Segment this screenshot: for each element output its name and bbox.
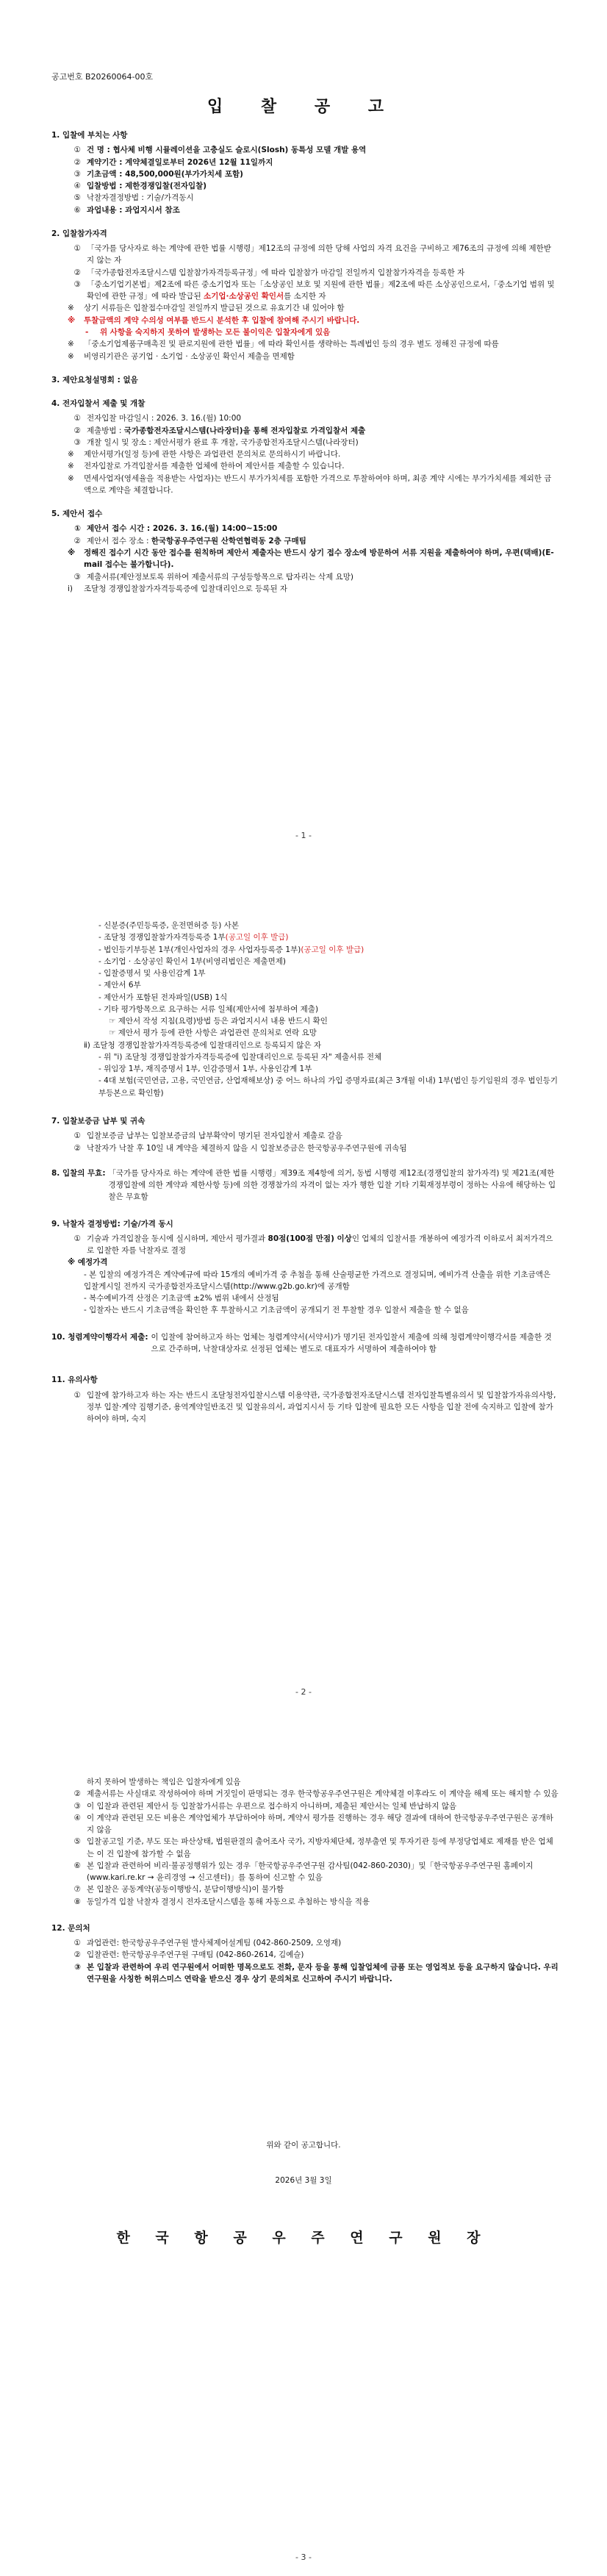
section-11-item: ② 제출서류는 사실대로 작성하여야 하며 거짓일이 판명되는 경우 한국항공우주연구원은 계약체결 이후라도 이 계약을 해제 또는 해지할 수 있음 — [73, 1789, 558, 1799]
document-tip: ☞ 제안서 평가 등에 관한 사항은 과업관련 문의처로 연락 요망 — [109, 1028, 317, 1038]
section-2-note-warning: ※ 투찰금액의 계약 수의성 여부를 반드시 분석한 후 입찰에 참여해 주시기 바랍니다. — [68, 315, 360, 325]
section-4-item: ③ 개찰 일시 및 장소 : 제안서평가 완료 후 개찰, 국가종합전자조달시스템(나라장터) — [73, 437, 359, 447]
page-2-body — [51, 920, 558, 1425]
section-11-item: ⑧ 동일가격 입찰 낙찰자 결정시 전자조달시스템을 통해 자동으로 추첨하는 방식을 적용 — [73, 1897, 370, 1906]
section-11-item: ⑦ 본 입찰은 공동계약(공동이행방식, 분담이행방식)이 불가함 — [73, 1885, 284, 1895]
section-4-note: ※ 면세사업자(영세율을 적용받는 사업자)는 반드시 부가가치세를 포함한 가격으로 투찰하여야 하며, 최종 계약 시에는 부가가치세를 제외한 금액으로 계약을 체결합니다. — [68, 473, 552, 495]
section-10-heading: 10. 청렴계약이행각서 제출: — [51, 1332, 148, 1342]
section-1-list — [51, 144, 558, 216]
page-1 — [0, 0, 607, 856]
required-documents-list — [51, 920, 558, 1099]
page-3-body — [51, 1776, 558, 1985]
section-4-item: ① 전자입찰 마감일시 : 2026. 3. 16.(월) 10:00 — [73, 414, 242, 423]
document-title: 입 찰 공 고 — [207, 97, 400, 116]
section-9-subheading: ※ 예정가격 — [68, 1258, 108, 1267]
page-3 — [0, 1713, 607, 2576]
section-9-item: ① 기술과 가격입찰을 동시에 실시하며, 제안서 평가결과 80점(100점 만점) 이상인 업체의 입찰서를 개봉하여 예정가격 이하로서 최저가격으로 입찰한 자를 낙찰자로 결정 — [73, 1234, 553, 1256]
section-1-item: ② 계약기간 : 계약체결일로부터 2026년 12월 11일까지 — [73, 157, 273, 167]
notice-number: 공고번호 B20260064-00호 — [51, 72, 154, 82]
section-11-item: ③ 이 입찰과 관련된 제안서 등 입찰참가서류는 우편으로 접수하지 아니하며, 제출된 제안서는 일체 반납하지 않음 — [73, 1801, 457, 1811]
document-item: - 위임장 1부, 재직증명서 1부, 인감증명서 1부, 사용인감계 1부 — [98, 1065, 312, 1074]
document-tip: ☞ 제안서 작성 지침(요령)방법 등은 과업지시서 내용 반드시 확인 — [109, 1017, 328, 1026]
section-2-item: ① 「국가를 당사자로 하는 계약에 관한 법률 시행령」제12조의 규정에 의한 당해 사업의 자격 요건을 구비하고 제76조의 규정에 의해 제한받지 않는 자 — [73, 244, 551, 265]
section-5-heading: 5. 제안서 접수 — [51, 509, 103, 519]
section-5-item: ③ 제출서류(제안정보토록 위하여 제출서류의 구성등항목으로 탑자리는 삭제 요망) — [73, 572, 353, 582]
section-5-item: ② 제안서 접수 장소 : 한국항공우주연구원 산학연협력동 2층 구매팀 — [73, 536, 306, 545]
section-2-note: ※ 상기 서류들은 입찰접수마감일 전일까지 발급된 것으로 유효기간 내 있어야 함 — [68, 304, 345, 313]
section-11-item: ⑤ 입찰공고일 기준, 부도 또는 파산상태, 법원판결의 출어조사 국가, 지방자체단체, 정부출연 및 투자기관 등에 부정당업체로 제재를 받은 업체는 이 건 입찰에 참가할 수 없음 — [73, 1837, 553, 1858]
page-1-body — [51, 129, 558, 595]
section-11-item: ④ 이 계약과 관련된 모든 비용은 계약업체가 부담하여야 하며, 계약서 평가를 진행하는 경우 해당 결과에 대하여 한국항공우주연구원은 공개하지 않음 — [73, 1813, 553, 1835]
section-1-item: ⑥ 과업내용 : 과업지시서 참조 — [73, 205, 180, 215]
document-item: - 기타 평가항목으로 요구하는 서류 일체(제안서에 첨부하여 제출) — [98, 1004, 319, 1014]
section-1-heading: 1. 입찰에 부치는 사항 — [51, 131, 128, 140]
document-item: - 제안서가 포함된 전자파일(USB) 1식 — [98, 992, 228, 1002]
issuer-signature: 한 국 항 공 우 주 연 구 원 장 — [116, 2230, 491, 2246]
section-10 — [51, 1331, 558, 1356]
contact-item: ② 입찰관련: 한국항공우주연구원 구매팀 (042-860-2614, 김예슬) — [73, 1950, 304, 1960]
page-number: - 1 - — [295, 831, 312, 840]
section-10-body: 이 입찰에 참여하고자 하는 업체는 청렴계약서(서약서)가 명기된 전자입찰서 제출에 의해 청렴계약이행각서를 제출한 것으로 간주하며, 낙찰대상자로 선정된 업체는 별도로 대표자가 서명하여 제출하여야 함 — [151, 1332, 552, 1353]
section-8 — [51, 1167, 558, 1203]
section-4-item: ② 제출방법 : 국가종합전자조달시스템(나라장터)을 통해 전자입찰로 가격입찰서 제출 — [73, 426, 366, 435]
document-item: - 소기업 · 소상공인 확인서 1부(비영리법인은 제출면제) — [98, 956, 287, 966]
section-5-note: ※ 정해진 접수기 시간 동안 접수를 원칙하며 제안서 제출자는 반드시 상기 접수 장소에 방문하여 서류 지원을 제출하여야 하며, 우편(택배)(E-mail 접수는 불가합니다). — [68, 548, 554, 570]
section-11-continued: 하지 못하여 발생하는 책임은 입찰자에게 있음 — [87, 1778, 241, 1786]
section-4-note: ※ 제안서평가(일정 등)에 관한 사항은 과업관련 문의처로 문의하시기 바랍니다. — [68, 450, 341, 459]
section-7-heading: 7. 입찰보증금 납부 및 귀속 — [51, 1116, 146, 1126]
section-3-heading: 3. 제안요청설명회 : 없음 — [51, 375, 138, 384]
document-item: - 법인등기부등본 1부(개인사업자의 경우 사업자등록증 1부)(공고일 이후 발급) — [98, 945, 364, 954]
document-group-heading: ⅱ) 조달청 경쟁입찰참가자격등록증에 입찰대리인으로 등록되지 않은 자 — [84, 1040, 322, 1050]
section-2-note: ※ 「중소기업제품구매촉진 및 판로지원에 관한 법률」에 따라 확인서를 생략하는 특례법인 등의 경우 별도 정해진 규정에 따름 — [68, 340, 499, 349]
document-item: - 제안서 6부 — [98, 981, 141, 990]
section-11-item: ① 입찰에 참가하고자 하는 자는 반드시 조달청전자입찰시스템 이용약관, 국가종합전자조달시스템 전자입찰특별유의서 및 입찰참가자유의사항, 정부 입찰·계약 집행기준, 용역계약일반조건 및 입찰유의서, 과업지시서 등 기타 입찰에 필요한 모든 사항을 입찰 전에 숙지하고 입찰에 참가하여야 하며, 숙지 — [73, 1390, 556, 1424]
section-11-item: ⑥ 본 입찰과 관련하여 비리·불공정행위가 있는 경우「한국항공우주연구원 감사팀(042-860-2030)」및「한국항공우주연구원 홈페이지(www.kari.re.kr → 윤리경영 → 신고센터)」를 통하여 신고할 수 있음 — [73, 1861, 534, 1883]
section-2-note: ※ 비영리기관은 공기업 · 소기업 · 소상공인 확인서 제출을 면제함 — [68, 351, 295, 361]
document-item: - 신분증(주민등록증, 운전면허증 등) 사본 — [98, 921, 239, 930]
section-9-subitem: - 본 입찰의 예정가격은 계약예규에 따라 15개의 예비가격 중 추첨을 통해 산술평균한 가격으로 결정되며, 예비가격 산출을 위한 기초금액은 입찰게시일 전까지 국가종합전자조달시스템(http://www.g2b.go.kr)에 공개함 — [84, 1270, 551, 1291]
contact-item: ① 과업관련: 한국항공우주연구원 발사체제어설계팀 (042-860-2509, 오영재) — [73, 1939, 342, 1948]
section-2-heading: 2. 입찰참가자격 — [51, 229, 107, 238]
section-9-heading: 9. 낙찰자 결정방법: 기술/가격 동시 — [51, 1219, 173, 1228]
section-4-heading: 4. 전자입찰서 제출 및 개찰 — [51, 399, 146, 409]
document-item: - 조달청 경쟁입찰참가자격등록증 1부(공고일 이후 발급) — [98, 933, 289, 942]
section-8-heading: 8. 입찰의 무효: — [51, 1168, 106, 1178]
section-7-item: ② 낙찰자가 낙찰 후 10일 내 계약을 체결하지 않을 시 입찰보증금은 한국항공우주연구원에 귀속됨 — [73, 1143, 407, 1153]
section-1-item: ④ 입찰방법 : 제한경쟁입찰(전자입찰) — [73, 182, 207, 191]
section-12-heading: 12. 문의처 — [51, 1923, 90, 1933]
page-number: - 2 - — [295, 1687, 312, 1697]
section-8-body: 「국가를 당사자로 하는 계약에 관한 법률 시행령」제39조 제4항에 의거, 동법 시행령 제12조(경쟁입찰의 참가자격) 및 제21조(제한경쟁입찰에 의한 계약과 제한사항 등)에 의한 경쟁참가의 자격이 없는 자가 행한 입찰 기타 기획재정부령이 정하는 사유에 해당하는 입찰은 무효함 — [108, 1168, 556, 1202]
section-1-item: ③ 기초금액 : 48,500,000원(부가가치세 포함) — [73, 169, 243, 179]
section-1-item: ⑤ 낙찰자결정방법 : 기술/가격동시 — [73, 193, 194, 203]
contact-warning: ③ 본 입찰과 관련하여 우리 연구원에서 어떠한 명목으로도 전화, 문자 등을 통해 입찰업체에 금품 또는 영업적보 등을 요구하지 않습니다. 우리 연구원을 사칭한 허위스미스 연락을 받으신 경우 상기 문의처로 신고하여 주시기 바랍니다. — [74, 1962, 558, 1983]
section-2-item: ③ 「중소기업기본법」제2조에 따른 중소기업자 또는「소상공인 보호 및 지원에 관한 법률」제2조에 따른 소상공인으로서,「중소기업 범위 및 확인에 관한 규정」에 따라 발급된 소기업·소상공인 확인서를 소지한 자 — [73, 279, 555, 301]
section-5-subitem: ⅰ) 조달청 경쟁입찰참가자격등록증에 입찰대리인으로 등록된 자 — [68, 584, 288, 593]
document-item: - 4대 보험(국민연금, 고용, 국민연금, 산업재해보상) 중 어느 하나의 가입 증명자료(최근 3개월 이내) 1부(법인 등기임원의 경우 법인등기부등본으로 확인함) — [98, 1076, 558, 1098]
page-2 — [0, 856, 607, 1713]
section-4-note: ※ 전자입찰로 가격입찰서를 제출한 업체에 한하여 제안서를 제출할 수 있습니다. — [68, 462, 345, 471]
section-7-item: ① 입찰보증금 납부는 입찰보증금의 납부확약이 명기된 전자입찰서 제출로 갈음 — [73, 1131, 342, 1141]
section-1-item: ① 건 명 : 협사체 비행 시뮬레이션을 고충실도 슬로시(Slosh) 동특성 모델 개발 용역 — [73, 146, 367, 155]
section-2-note-warning-sub: - 위 사항을 숙지하지 못하여 발생하는 모든 불이익은 입찰자에게 있음 — [85, 327, 331, 337]
page-number: - 3 - — [295, 2552, 312, 2562]
section-2-item: ② 「국가종합전자조달시스템 입찰참가자격등록규정」에 따라 입찰참가 마감일 전일까지 입찰참가자격을 등록한 자 — [73, 268, 465, 277]
section-11-heading: 11. 유의사항 — [51, 1375, 98, 1385]
document-item: - 입찰증명서 및 사용인감계 1부 — [98, 969, 206, 978]
sme-certificate-highlight: 소기업·소상공인 확인서 — [204, 292, 284, 301]
section-5-item: ① 제안서 접수 시간 : 2026. 3. 16.(월) 14:00~15:00 — [74, 524, 278, 534]
section-9-subitem: - 입찰자는 반드시 기초금액을 확인한 후 투찰하시고 기초금액이 공개되기 전 투찰할 경우 입찰서 제출을 할 수 없음 — [84, 1306, 469, 1315]
notice-date: 2026년 3월 3일 — [275, 2176, 332, 2185]
section-9-subitem: - 복수예비가격 산정은 기초금액 ±2% 범위 내에서 산정됨 — [84, 1294, 279, 1303]
closing-statement: 위와 같이 공고합니다. — [266, 2141, 341, 2150]
document-item: - 위 "ⅰ) 조달청 경쟁입찰참가자격등록증에 입찰대리인으로 등록된 자" 제출서류 전체 — [98, 1052, 382, 1062]
